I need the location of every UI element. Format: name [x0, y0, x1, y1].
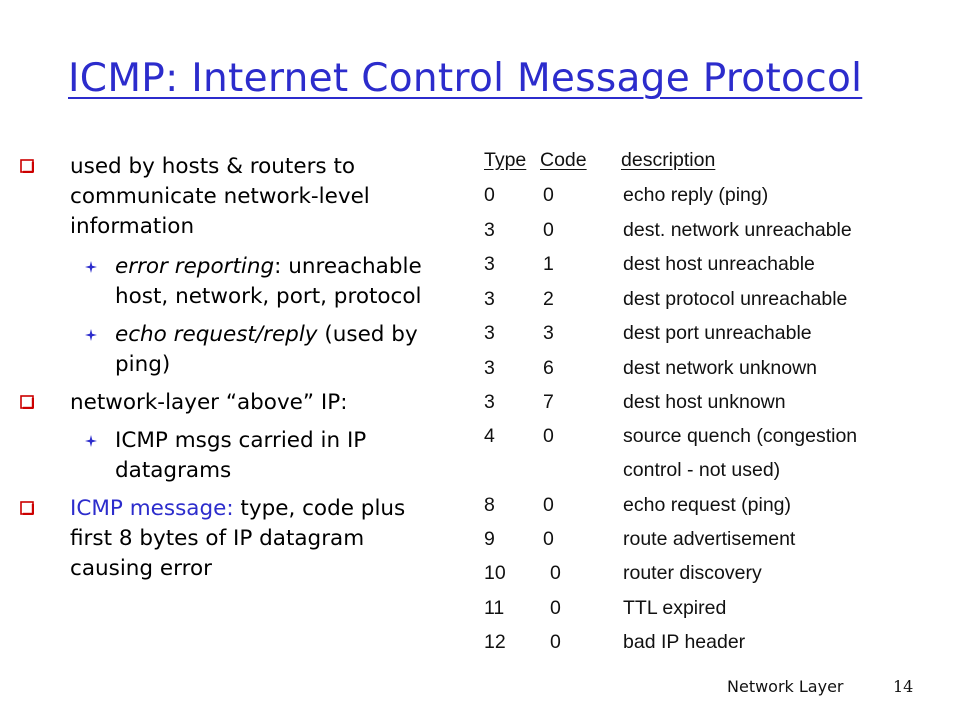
bullet-item — [18, 388, 438, 418]
cell-code: 6 — [543, 357, 554, 379]
cell-code: 0 — [550, 597, 561, 619]
cell-code: 0 — [543, 494, 554, 516]
cell-type: 12 — [484, 631, 506, 653]
cell-type: 11 — [484, 597, 505, 619]
bullet-text: used by hosts & routers to communicate network-level information — [70, 154, 370, 239]
table-row — [484, 218, 904, 242]
cell-code: 0 — [550, 631, 561, 653]
table-row — [484, 596, 904, 620]
cell-description: route advertisement — [623, 528, 796, 550]
page-number: 14 — [893, 677, 914, 696]
cell-description: echo reply (ping) — [623, 184, 769, 206]
cell-description: dest protocol unreachable — [623, 288, 848, 310]
cell-description: TTL expired — [623, 597, 727, 619]
cell-type: 9 — [484, 528, 495, 550]
cell-type: 3 — [484, 322, 495, 344]
table-row — [484, 630, 904, 654]
slide-title: ICMP: Internet Control Message Protocol — [68, 56, 863, 101]
bullet-list — [18, 152, 438, 584]
bullet-text: type, code plus first 8 bytes of IP datagram causing error — [70, 496, 406, 581]
diamond-bullet-icon — [85, 261, 97, 273]
cell-code: 0 — [550, 562, 561, 584]
sub-bullet-text: (used by ping) — [115, 322, 418, 377]
diamond-bullet-icon — [85, 329, 97, 341]
cell-type: 3 — [484, 357, 495, 379]
cell-code: 2 — [543, 288, 554, 310]
table-row — [484, 561, 904, 585]
cell-description: router discovery — [623, 562, 762, 584]
bullet-item — [18, 152, 438, 242]
table-row — [484, 493, 904, 517]
table-row — [484, 321, 904, 345]
cell-description: control - not used) — [623, 459, 781, 481]
cell-description: dest. network unreachable — [623, 219, 852, 241]
table-row — [484, 527, 904, 551]
cell-type: 3 — [484, 219, 495, 241]
cell-type: 8 — [484, 494, 495, 516]
cell-description: dest network unknown — [623, 357, 818, 379]
sub-bullet-item — [18, 252, 438, 312]
table-row — [484, 458, 904, 482]
cell-code: 7 — [543, 391, 554, 413]
table-row — [484, 424, 904, 448]
cell-description: echo request (ping) — [623, 494, 792, 516]
sub-bullet-item — [18, 320, 438, 380]
header-description: description — [621, 149, 716, 171]
bullet-text: network-layer “above” IP: — [70, 390, 348, 415]
cell-description: bad IP header — [623, 631, 746, 653]
checkbox-bullet-icon — [20, 159, 34, 173]
header-type: Type — [484, 149, 527, 171]
cell-code: 0 — [543, 528, 554, 550]
cell-description: source quench (congestion — [623, 425, 858, 447]
table-row — [484, 287, 904, 311]
cell-code: 0 — [543, 425, 554, 447]
cell-type: 10 — [484, 562, 506, 584]
cell-code: 0 — [543, 219, 554, 241]
header-code: Code — [540, 149, 587, 171]
table-row — [484, 356, 904, 380]
sub-bullet-italic: error reporting — [115, 254, 275, 279]
sub-bullet-italic: echo request/reply — [115, 322, 318, 347]
cell-type: 0 — [484, 184, 495, 206]
sub-bullet-item — [18, 426, 438, 486]
cell-description: dest port unreachable — [623, 322, 812, 344]
sub-bullet-text: ICMP msgs carried in IP datagrams — [115, 428, 367, 483]
cell-description: dest host unreachable — [623, 253, 815, 275]
bullet-item — [18, 494, 438, 584]
cell-type: 3 — [484, 288, 495, 310]
cell-code: 1 — [543, 253, 554, 275]
cell-code: 3 — [543, 322, 554, 344]
footer-label: Network Layer — [727, 677, 844, 696]
checkbox-bullet-icon — [20, 395, 34, 409]
sub-bullet-text: : unreachable host, network, port, protocol — [115, 254, 422, 309]
cell-type: 4 — [484, 425, 495, 447]
table-row — [484, 183, 904, 207]
bullet-highlight: ICMP message: — [70, 496, 234, 521]
cell-code: 0 — [543, 184, 554, 206]
table-row — [484, 252, 904, 276]
checkbox-bullet-icon — [20, 501, 34, 515]
cell-type: 3 — [484, 391, 495, 413]
cell-description: dest host unknown — [623, 391, 786, 413]
cell-type: 3 — [484, 253, 495, 275]
diamond-bullet-icon — [85, 435, 97, 447]
table-row — [484, 390, 904, 414]
